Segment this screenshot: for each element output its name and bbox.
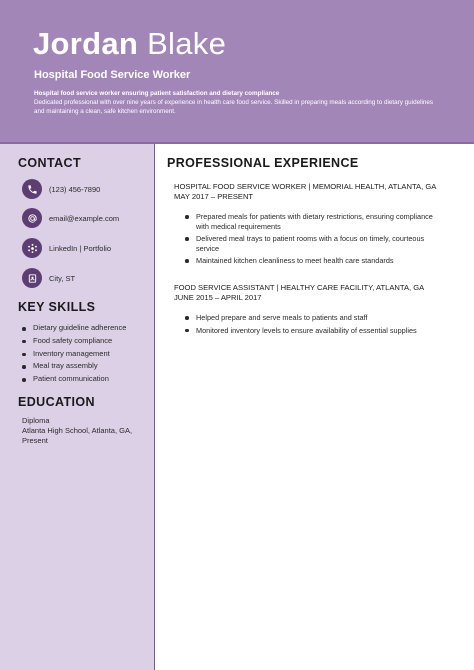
skills-list xyxy=(22,322,126,386)
list-item: Prepared meals for patients with dietary restrictions, ensuring compliance with medical requirements xyxy=(184,212,446,231)
phone-text: (123) 456-7890 xyxy=(49,184,101,194)
network-icon xyxy=(22,238,42,258)
list-item: Helped prepare and serve meals to patients and staff xyxy=(184,313,446,323)
skills-heading: KEY SKILLS xyxy=(18,300,96,314)
job-bullets xyxy=(184,212,446,266)
header-divider xyxy=(0,142,474,144)
contact-email[interactable] xyxy=(22,208,119,228)
first-name: Jordan xyxy=(33,26,139,61)
contact-links[interactable] xyxy=(22,238,111,258)
education-heading: EDUCATION xyxy=(18,395,95,409)
email-text[interactable]: email@example.com xyxy=(49,213,120,223)
job-title: Hospital Food Service Worker xyxy=(34,69,191,81)
education-school: Atlanta High School, Atlanta, GA, Present xyxy=(22,426,133,445)
phone-icon xyxy=(22,179,42,199)
list-item: Food safety compliance xyxy=(22,335,126,348)
list-item: Monitored inventory levels to ensure availability of essential supplies xyxy=(184,326,446,336)
summary-text: Dedicated professional with over nine years of experience in health care food service. Skilled in preparing meals according to dietary guidelines and maintaining a clean, safe kitchen environment. xyxy=(34,99,434,115)
location-icon xyxy=(22,268,42,288)
email-icon xyxy=(22,208,42,228)
experience-heading: PROFESSIONAL EXPERIENCE xyxy=(167,156,359,170)
list-item: Dietary guideline adherence xyxy=(22,322,126,335)
location-text: City, ST xyxy=(49,273,76,283)
education-degree: Diploma xyxy=(22,416,50,425)
contact-heading: CONTACT xyxy=(18,156,81,170)
job-title-line: HOSPITAL FOOD SERVICE WORKER | MEMORIAL HEALTH, ATLANTA, GA xyxy=(174,182,437,191)
summary-headline: Hospital food service worker ensuring patient satisfaction and dietary compliance xyxy=(34,90,280,97)
last-name: Blake xyxy=(147,26,227,61)
job-bullets xyxy=(184,313,446,335)
links-text[interactable]: LinkedIn | Portfolio xyxy=(49,243,111,253)
list-item: Patient communication xyxy=(22,373,126,386)
list-item: Meal tray assembly xyxy=(22,360,126,373)
candidate-name xyxy=(33,26,226,62)
contact-location xyxy=(22,268,75,288)
list-item: Delivered meal trays to patient rooms with a focus on timely, courteous service xyxy=(184,234,446,253)
list-item: Inventory management xyxy=(22,348,126,361)
education-entry xyxy=(22,416,147,446)
job-dates: MAY 2017 – PRESENT xyxy=(174,192,254,201)
contact-phone xyxy=(22,179,100,199)
list-item: Maintained kitchen cleanliness to meet health care standards xyxy=(184,256,446,266)
job-dates: JUNE 2015 – APRIL 2017 xyxy=(174,293,262,302)
job-title-line: FOOD SERVICE ASSISTANT | HEALTHY CARE FACILITY, ATLANTA, GA xyxy=(174,283,425,292)
resume-header xyxy=(0,0,474,143)
